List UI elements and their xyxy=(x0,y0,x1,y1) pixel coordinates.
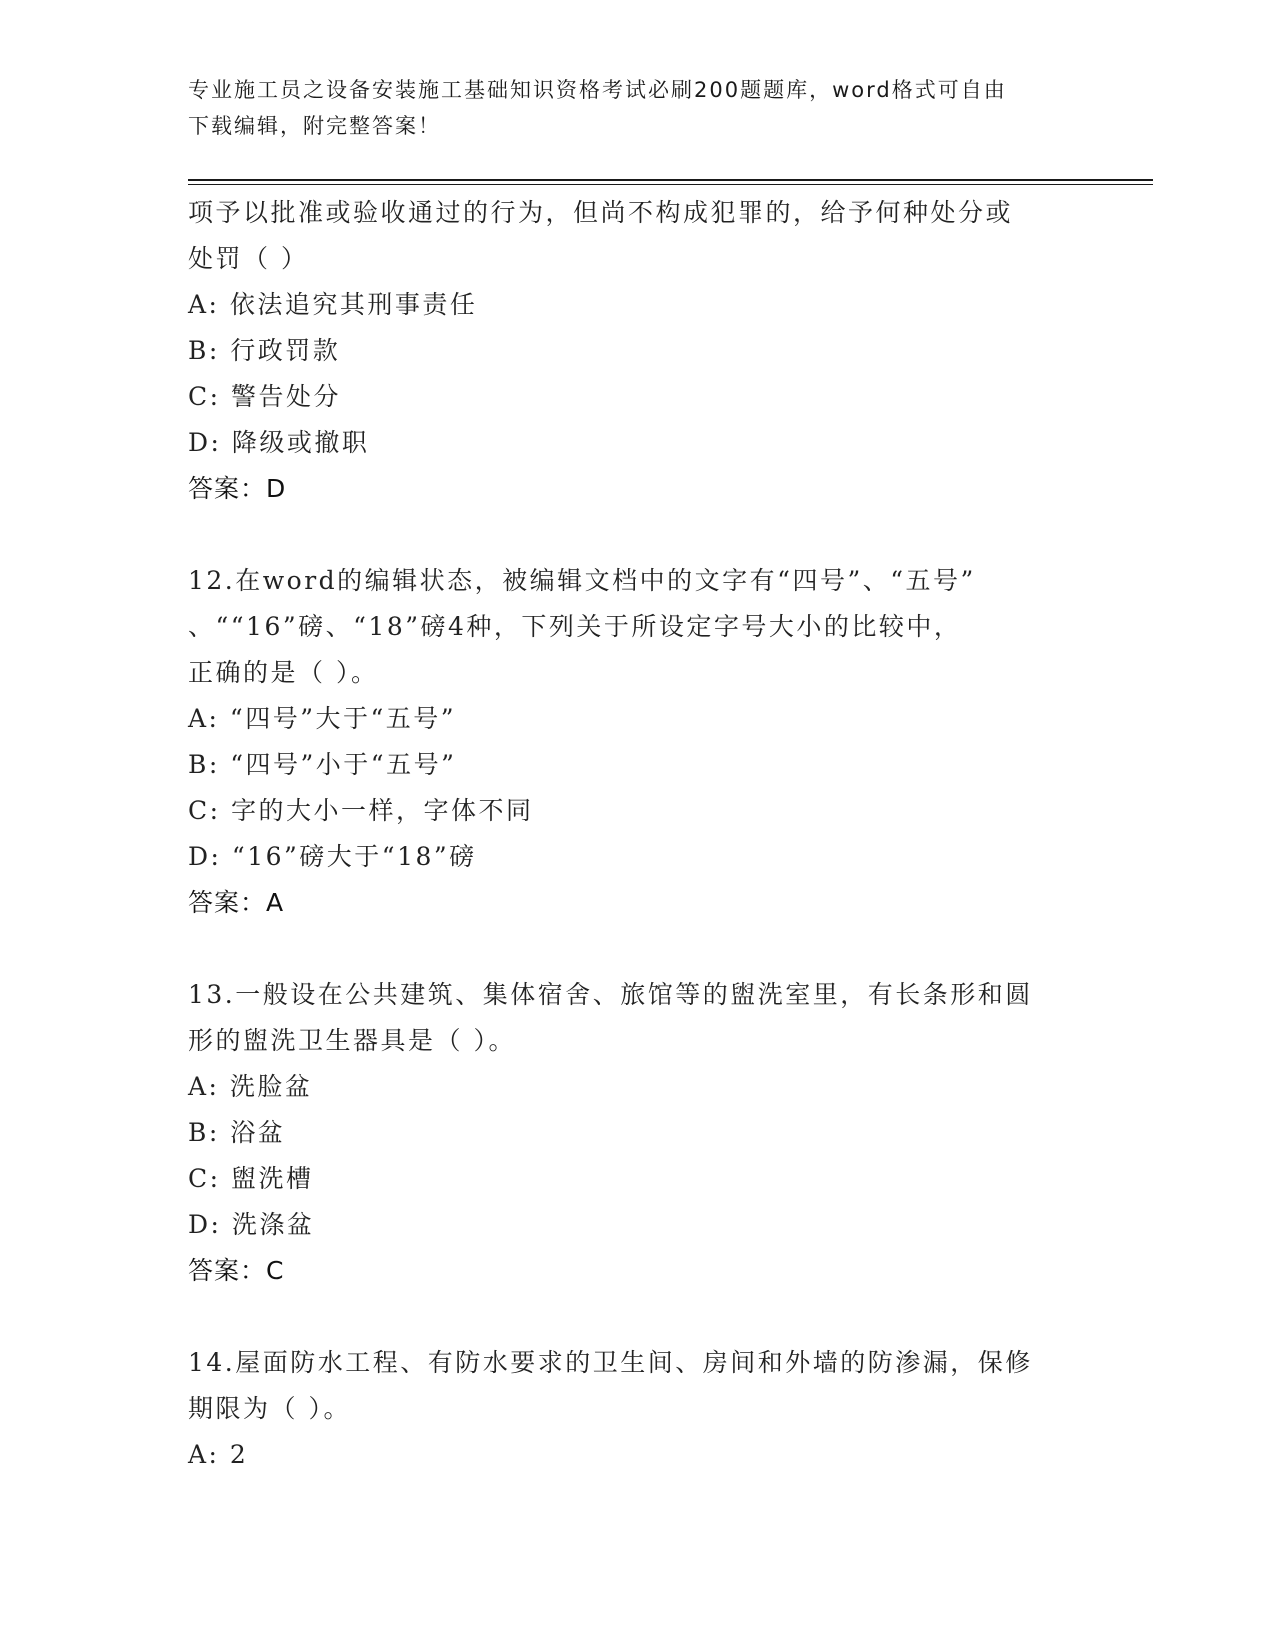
question-stem-line: 12.在word的编辑状态，被编辑文档中的文字有“四号”、“五号” xyxy=(188,566,976,595)
question-stem-line: 项予以批准或验收通过的行为，但尚不构成犯罪的，给予何种处分或 xyxy=(188,198,1014,227)
question-stem-line: 形的盥洗卫生器具是（ ）。 xyxy=(188,1026,516,1055)
question-stem-line: 13.一般设在公共建筑、集体宿舍、旅馆等的盥洗室里，有长条形和圆 xyxy=(188,980,1033,1009)
header-divider-thin xyxy=(188,184,1153,185)
question-stem-line: 、““16”磅、“18”磅4种，下列关于所设定字号大小的比较中， xyxy=(188,612,962,641)
option-a: A: 洗脸盆 xyxy=(188,1072,313,1101)
answer-line: 答案：D xyxy=(188,474,287,503)
question-stem-line: 正确的是（ ）。 xyxy=(188,658,379,687)
document-body xyxy=(188,190,1088,1478)
document-header xyxy=(188,72,1068,144)
option-c: C: 警告处分 xyxy=(188,382,341,411)
question-12 xyxy=(188,558,1088,926)
question-stem-line: 处罚（ ） xyxy=(188,244,309,273)
option-d: D: 洗涤盆 xyxy=(188,1210,315,1239)
option-b: B: 浴盆 xyxy=(188,1118,286,1147)
option-a: A: 依法追究其刑事责任 xyxy=(188,290,478,319)
option-b: B: 行政罚款 xyxy=(188,336,341,365)
spacer xyxy=(188,512,1088,558)
option-a: A: 2 xyxy=(188,1440,249,1469)
question-14 xyxy=(188,1340,1088,1478)
question-11 xyxy=(188,190,1088,512)
answer-line: 答案：A xyxy=(188,888,285,917)
header-line-1: 专业施工员之设备安装施工基础知识资格考试必刷200题题库，word格式可自由 xyxy=(188,78,1007,102)
question-13 xyxy=(188,972,1088,1294)
option-a: A: “四号”大于“五号” xyxy=(188,704,457,733)
header-line-2: 下载编辑，附完整答案！ xyxy=(188,114,441,138)
header-divider-thick xyxy=(188,179,1153,181)
option-b: B: “四号”小于“五号” xyxy=(188,750,457,779)
question-stem-line: 14.屋面防水工程、有防水要求的卫生间、房间和外墙的防渗漏，保修 xyxy=(188,1348,1033,1377)
spacer xyxy=(188,1294,1088,1340)
spacer xyxy=(188,926,1088,972)
option-c: C: 字的大小一样，字体不同 xyxy=(188,796,534,825)
option-c: C: 盥洗槽 xyxy=(188,1164,314,1193)
question-stem-line: 期限为（ ）。 xyxy=(188,1394,351,1423)
option-d: D: 降级或撤职 xyxy=(188,428,370,457)
option-d: D: “16”磅大于“18”磅 xyxy=(188,842,477,871)
answer-line: 答案：C xyxy=(188,1256,285,1285)
